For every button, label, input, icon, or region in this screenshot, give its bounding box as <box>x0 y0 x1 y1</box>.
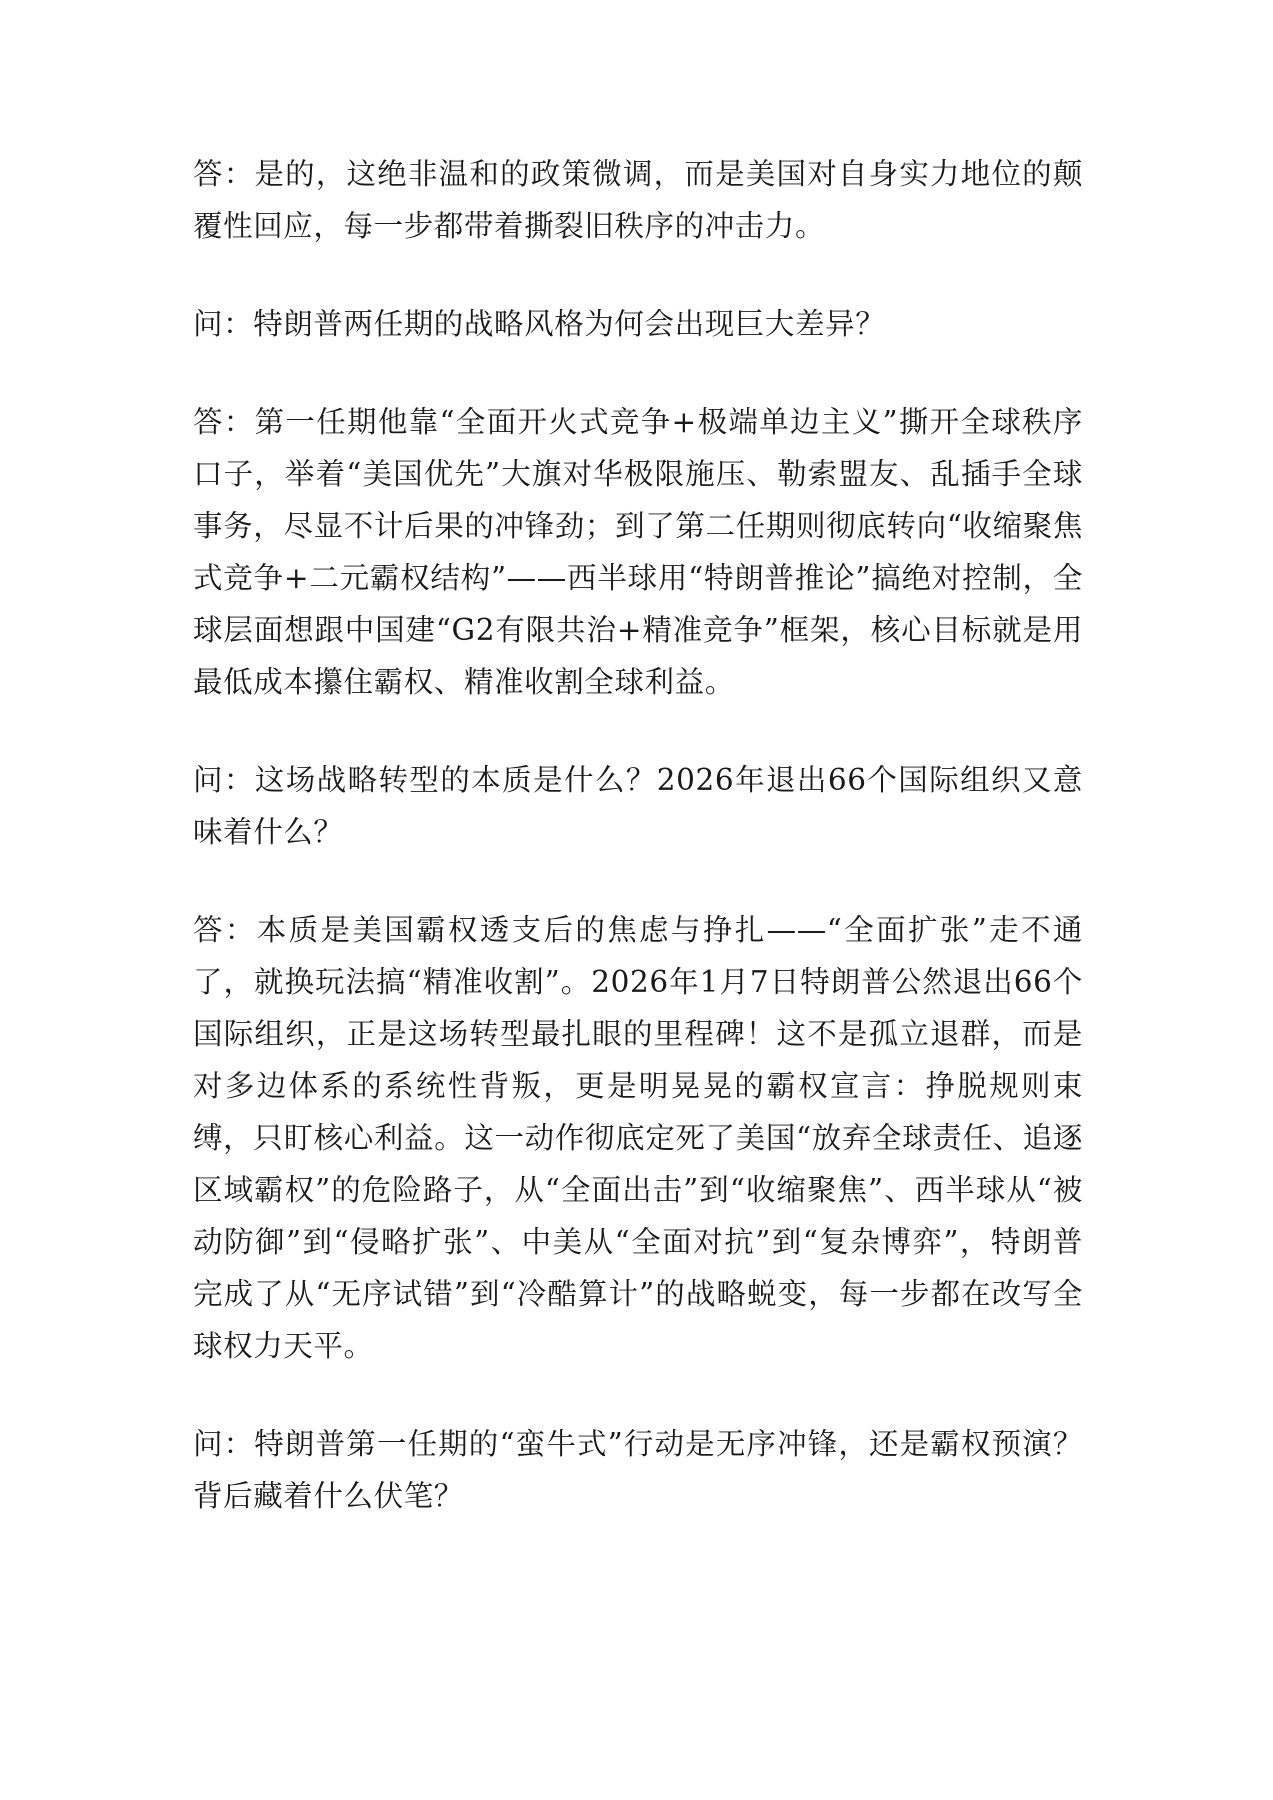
question-paragraph: 问：特朗普两任期的战略风格为何会出现巨大差异？ <box>193 307 886 341</box>
answer-paragraph: 答：本质是美国霸权透支后的焦虑与挣扎——“全面扩张”走不通了，就换玩法搞“精准收割”。2026年1月7日特朗普公然退出66个国际组织，正是这场转型最扎眼的里程碑！这不是孤立退群，而是对多边体系的系统性背叛，更是明晃晃的霸权宣言：挣脱规则束缚，只盯核心利益。这一动作彻底定死了美国“放弃全球责任、追逐区域霸权”的危险路子，从“全面出击”到“收缩聚焦”、西半球从“被动防御”到“侵略扩张”、中美从“全面对抗”到“复杂博弈”，特朗普完成了从“无序试错”到“冷酷算计”的战略蜕变，每一步都在改写全球权力天平。 <box>193 913 1083 1363</box>
answer-paragraph: 答：第一任期他靠“全面开火式竞争+极端单边主义”撕开全球秩序口子，举着“美国优先”大旗对华极限施压、勒索盟友、乱插手全球事务，尽显不计后果的冲锋劲；到了第二任期则彻底转向“收缩聚焦式竞争+二元霸权结构”——西半球用“特朗普推论”搞绝对控制，全球层面想跟中国建“G2有限共治+精准竞争”框架，核心目标就是用最低成本攥住霸权、精准收割全球利益。 <box>193 405 1083 699</box>
document-body <box>193 148 1083 1522</box>
answer-paragraph: 答：是的，这绝非温和的政策微调，而是美国对自身实力地位的颠覆性回应，每一步都带着撕裂旧秩序的冲击力。 <box>193 157 1083 243</box>
question-paragraph: 问：这场战略转型的本质是什么？2026年退出66个国际组织又意味着什么？ <box>193 763 1083 849</box>
question-paragraph: 问：特朗普第一任期的“蛮牛式”行动是无序冲锋，还是霸权预演？背后藏着什么伏笔？ <box>193 1427 1083 1513</box>
